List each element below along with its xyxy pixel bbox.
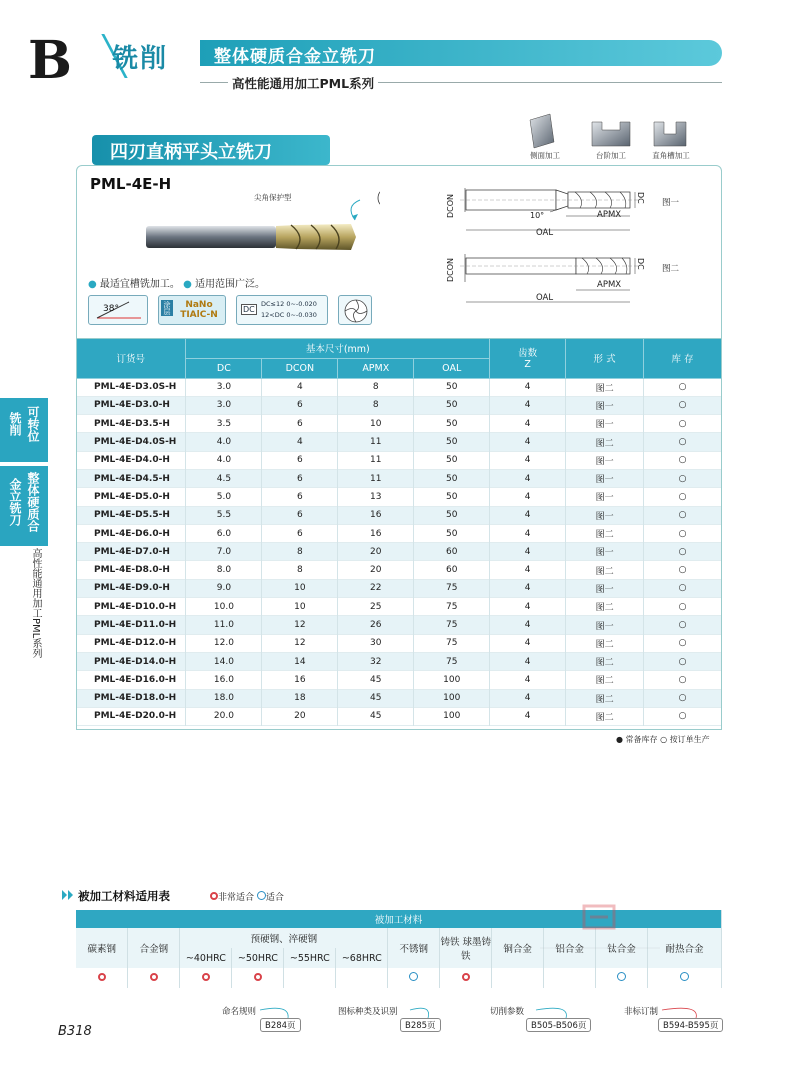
cell-dc: 4.0 bbox=[186, 433, 262, 451]
cell-form: 图二 bbox=[566, 634, 644, 652]
cell-stock: ○ bbox=[644, 524, 722, 542]
suitable-icon bbox=[409, 972, 418, 981]
cell-form: 图一 bbox=[566, 616, 644, 634]
cell-dcon: 16 bbox=[262, 671, 338, 689]
cell-stock: ○ bbox=[644, 561, 722, 579]
cell-code: PML-4E-D4.0S-H bbox=[76, 433, 186, 451]
cell-dcon: 6 bbox=[262, 469, 338, 487]
cell-oal: 75 bbox=[414, 616, 490, 634]
ref-naming[interactable]: 命名规则 bbox=[222, 1007, 257, 1017]
tolerance-badge bbox=[236, 295, 328, 325]
spec-table-body bbox=[76, 378, 722, 726]
cell-z: 4 bbox=[490, 524, 566, 542]
cell-form: 图一 bbox=[566, 396, 644, 414]
cell-stock: ○ bbox=[644, 689, 722, 707]
cell-dc: 16.0 bbox=[186, 671, 262, 689]
table-row bbox=[76, 634, 722, 652]
mat-cast: 铸铁 球墨铸铁 bbox=[440, 928, 492, 968]
cell-form: 图二 bbox=[566, 689, 644, 707]
cell-z: 4 bbox=[490, 634, 566, 652]
cell-stock: ○ bbox=[644, 451, 722, 469]
cell-stock: ○ bbox=[644, 415, 722, 433]
apmx-label-1: APMX bbox=[597, 210, 622, 220]
table-row bbox=[76, 561, 722, 579]
corner-protect-label: 尖角保护型 bbox=[254, 193, 292, 202]
coating-badge bbox=[158, 295, 226, 325]
cell-dc: 3.5 bbox=[186, 415, 262, 433]
oal-label-1: OAL bbox=[536, 228, 554, 238]
cell-form: 图一 bbox=[566, 469, 644, 487]
cell-apmx: 32 bbox=[338, 652, 414, 670]
flute-count-badge bbox=[338, 295, 372, 325]
cell-z: 4 bbox=[490, 689, 566, 707]
process-icons bbox=[520, 112, 720, 162]
cell-apmx: 10 bbox=[338, 415, 414, 433]
helix-angle-badge bbox=[88, 295, 148, 325]
col-teeth-z: Z bbox=[524, 359, 531, 371]
very-suitable-icon bbox=[462, 973, 470, 981]
col-basic: 基本尺寸(mm) bbox=[186, 338, 490, 358]
helix-angle-icon bbox=[89, 296, 149, 326]
mat-alloy: 合金钢 bbox=[128, 928, 180, 968]
bullet-dot-icon: ● bbox=[88, 279, 97, 290]
end-mill-illustration bbox=[146, 222, 366, 252]
double-arrow-icon bbox=[62, 889, 76, 901]
header-subtitle: 高性能通用加工PML系列 bbox=[228, 74, 378, 92]
ref-custom[interactable]: 非标订制 bbox=[624, 1007, 659, 1017]
cell-stock: ○ bbox=[644, 707, 722, 725]
cell-code: PML-4E-D5.5-H bbox=[76, 506, 186, 524]
tolerance-symbol: DC bbox=[243, 305, 255, 314]
cell-z: 4 bbox=[490, 543, 566, 561]
table-row bbox=[76, 543, 722, 561]
ref-cutting[interactable]: 切削参数 bbox=[490, 1007, 525, 1017]
mat-mark-cell bbox=[76, 968, 128, 988]
cell-apmx: 25 bbox=[338, 598, 414, 616]
very-suitable-icon bbox=[210, 892, 218, 900]
cell-form: 图一 bbox=[566, 579, 644, 597]
watermark-logo-icon bbox=[540, 904, 660, 964]
suitable-icon bbox=[617, 972, 626, 981]
very-suitable-icon bbox=[202, 973, 210, 981]
tolerance-line-1: DC≤12 0~-0.020 bbox=[261, 300, 317, 308]
cell-apmx: 11 bbox=[338, 469, 414, 487]
cell-code: PML-4E-D18.0-H bbox=[76, 689, 186, 707]
side-tab-indexable-b: 可转位 bbox=[26, 406, 40, 442]
materials-header: 被加工材料 bbox=[76, 910, 722, 928]
col-teeth bbox=[490, 338, 566, 378]
cell-oal: 50 bbox=[414, 469, 490, 487]
dc-label-2: DC bbox=[636, 258, 645, 270]
mat-mark-cell bbox=[336, 968, 388, 988]
cell-z: 4 bbox=[490, 652, 566, 670]
feature-badges bbox=[88, 295, 378, 327]
cell-oal: 60 bbox=[414, 561, 490, 579]
product-heading: 四刃直柄平头立铣刀 bbox=[110, 142, 272, 163]
table-row bbox=[76, 488, 722, 506]
spec-table bbox=[76, 338, 722, 726]
cell-code: PML-4E-D5.0-H bbox=[76, 488, 186, 506]
oal-label-2: OAL bbox=[536, 293, 554, 303]
cell-dc: 12.0 bbox=[186, 634, 262, 652]
cell-dcon: 6 bbox=[262, 488, 338, 506]
cell-apmx: 11 bbox=[338, 433, 414, 451]
mat-mark-cell bbox=[232, 968, 284, 988]
cell-code: PML-4E-D3.5-H bbox=[76, 415, 186, 433]
cell-dc: 5.5 bbox=[186, 506, 262, 524]
col-code: 订货号 bbox=[76, 338, 186, 378]
cell-oal: 50 bbox=[414, 524, 490, 542]
dcon-label-2: DCON bbox=[446, 258, 455, 283]
materials-legend bbox=[210, 890, 284, 903]
table-row bbox=[76, 616, 722, 634]
cell-code: PML-4E-D7.0-H bbox=[76, 543, 186, 561]
reference-links bbox=[200, 1002, 740, 1042]
mat-copper: 铜合金 bbox=[492, 928, 544, 968]
cell-apmx: 8 bbox=[338, 396, 414, 414]
hrc-68: ~68HRC bbox=[336, 948, 388, 968]
coating-name: NaNo TIAlC-N bbox=[180, 300, 218, 320]
suitable-icon bbox=[680, 972, 689, 981]
cell-apmx: 16 bbox=[338, 524, 414, 542]
stock-legend: ● 常备库存 ○ 按订单生产 bbox=[616, 735, 710, 744]
col-teeth-label: 齿数 bbox=[518, 348, 538, 360]
very-suitable-icon bbox=[150, 973, 158, 981]
cell-oal: 100 bbox=[414, 671, 490, 689]
cell-dcon: 6 bbox=[262, 415, 338, 433]
cell-z: 4 bbox=[490, 378, 566, 396]
cell-form: 图二 bbox=[566, 378, 644, 396]
cell-dc: 7.0 bbox=[186, 543, 262, 561]
cell-dc: 20.0 bbox=[186, 707, 262, 725]
mat-carbon: 碳素钢 bbox=[76, 928, 128, 968]
mat-mark-cell bbox=[648, 968, 722, 988]
mat-titanium: 钛合金 bbox=[596, 928, 648, 968]
ref-cutting-page[interactable]: B505-B506页 bbox=[526, 1018, 591, 1032]
table-row bbox=[76, 671, 722, 689]
mat-heat-resist: 耐热合金 bbox=[648, 928, 722, 968]
cell-dcon: 10 bbox=[262, 579, 338, 597]
bullet-2: 适用范围广泛。 bbox=[195, 279, 266, 290]
cell-oal: 50 bbox=[414, 488, 490, 506]
header-title: 整体硬质合金立铣刀 bbox=[214, 47, 376, 67]
mat-mark-cell bbox=[128, 968, 180, 988]
cell-z: 4 bbox=[490, 707, 566, 725]
cell-dcon: 8 bbox=[262, 543, 338, 561]
very-suitable-icon bbox=[98, 973, 106, 981]
cell-stock: ○ bbox=[644, 396, 722, 414]
cell-code: PML-4E-D9.0-H bbox=[76, 579, 186, 597]
cell-z: 4 bbox=[490, 579, 566, 597]
col-oal: OAL bbox=[414, 358, 490, 378]
cell-dc: 4.0 bbox=[186, 451, 262, 469]
cell-code: PML-4E-D3.0-H bbox=[76, 396, 186, 414]
cell-apmx: 20 bbox=[338, 543, 414, 561]
table-row bbox=[76, 396, 722, 414]
mat-mark-cell bbox=[544, 968, 596, 988]
cell-z: 4 bbox=[490, 598, 566, 616]
cell-apmx: 20 bbox=[338, 561, 414, 579]
process-step: 台阶加工 bbox=[596, 151, 626, 160]
cell-dcon: 10 bbox=[262, 598, 338, 616]
coating-side-label: 涂层 bbox=[163, 301, 171, 315]
hrc-40: ~40HRC bbox=[180, 948, 232, 968]
cell-dcon: 18 bbox=[262, 689, 338, 707]
cell-dcon: 12 bbox=[262, 616, 338, 634]
cell-apmx: 16 bbox=[338, 506, 414, 524]
fig2-label: 图二 bbox=[662, 264, 680, 274]
cell-oal: 50 bbox=[414, 433, 490, 451]
dcon-label-1: DCON bbox=[446, 194, 455, 219]
cell-code: PML-4E-D20.0-H bbox=[76, 707, 186, 725]
ref-custom-page[interactable]: B594-B595页 bbox=[658, 1018, 723, 1032]
cell-form: 图一 bbox=[566, 488, 644, 506]
mat-stainless: 不锈钢 bbox=[388, 928, 440, 968]
cell-dcon: 6 bbox=[262, 506, 338, 524]
mat-hardened: 预硬钢、淬硬钢 bbox=[180, 928, 388, 948]
table-row bbox=[76, 433, 722, 451]
apmx-label-2: APMX bbox=[597, 280, 622, 290]
bullet-1: 最适宜槽铣加工。 bbox=[99, 279, 180, 290]
cell-code: PML-4E-D10.0-H bbox=[76, 598, 186, 616]
cell-form: 图二 bbox=[566, 524, 644, 542]
cell-oal: 75 bbox=[414, 634, 490, 652]
cell-dcon: 4 bbox=[262, 433, 338, 451]
cell-form: 图二 bbox=[566, 598, 644, 616]
cell-apmx: 8 bbox=[338, 378, 414, 396]
angle-label: 10° bbox=[530, 211, 545, 220]
dc-label-1: DC bbox=[636, 192, 645, 204]
cell-oal: 75 bbox=[414, 652, 490, 670]
cell-dcon: 8 bbox=[262, 561, 338, 579]
cell-z: 4 bbox=[490, 561, 566, 579]
cell-z: 4 bbox=[490, 415, 566, 433]
cell-code: PML-4E-D11.0-H bbox=[76, 616, 186, 634]
cell-dcon: 6 bbox=[262, 524, 338, 542]
cell-oal: 75 bbox=[414, 579, 490, 597]
section-letter: B bbox=[28, 30, 72, 91]
materials-title: 被加工材料适用表 bbox=[78, 889, 170, 903]
table-row bbox=[76, 524, 722, 542]
table-row bbox=[76, 707, 722, 725]
cell-z: 4 bbox=[490, 616, 566, 634]
cell-oal: 60 bbox=[414, 543, 490, 561]
ref-icons-page[interactable]: B285页 bbox=[400, 1018, 441, 1032]
legend-red-label: 非常适合 bbox=[218, 893, 255, 903]
cell-code: PML-4E-D4.0-H bbox=[76, 451, 186, 469]
cell-form: 图二 bbox=[566, 652, 644, 670]
cell-dc: 3.0 bbox=[186, 396, 262, 414]
very-suitable-icon bbox=[254, 973, 262, 981]
side-tab-solid-a: 整体硬质合 bbox=[26, 472, 40, 532]
side-tab-solid-b: 金立铣刀 bbox=[8, 478, 22, 526]
cell-dcon: 6 bbox=[262, 451, 338, 469]
cell-z: 4 bbox=[490, 488, 566, 506]
mat-mark-cell bbox=[492, 968, 544, 988]
cell-form: 图一 bbox=[566, 543, 644, 561]
mat-mark-cell bbox=[284, 968, 336, 988]
header-category: 铣削 bbox=[112, 44, 169, 74]
cell-z: 4 bbox=[490, 396, 566, 414]
cell-dc: 18.0 bbox=[186, 689, 262, 707]
cell-code: PML-4E-D8.0-H bbox=[76, 561, 186, 579]
table-row bbox=[76, 689, 722, 707]
cell-stock: ○ bbox=[644, 543, 722, 561]
mat-mark-cell bbox=[440, 968, 492, 988]
cell-z: 4 bbox=[490, 433, 566, 451]
side-tab-indexable-a: 铣削 bbox=[8, 412, 22, 436]
col-dc: DC bbox=[186, 358, 262, 378]
cell-stock: ○ bbox=[644, 488, 722, 506]
tolerance-line-2: 12<DC 0~-0.030 bbox=[261, 311, 317, 319]
cell-dc: 4.5 bbox=[186, 469, 262, 487]
cell-oal: 50 bbox=[414, 415, 490, 433]
cell-oal: 50 bbox=[414, 378, 490, 396]
cell-z: 4 bbox=[490, 469, 566, 487]
cell-form: 图一 bbox=[566, 415, 644, 433]
feature-bullets bbox=[88, 275, 265, 290]
cell-stock: ○ bbox=[644, 378, 722, 396]
process-slot: 直角槽加工 bbox=[652, 151, 690, 160]
cell-code: PML-4E-D4.5-H bbox=[76, 469, 186, 487]
table-row bbox=[76, 598, 722, 616]
cell-oal: 100 bbox=[414, 707, 490, 725]
cell-stock: ○ bbox=[644, 616, 722, 634]
cell-dc: 5.0 bbox=[186, 488, 262, 506]
product-code: PML-4E-H bbox=[90, 175, 172, 193]
ref-naming-page[interactable]: B284页 bbox=[260, 1018, 301, 1032]
cell-apmx: 45 bbox=[338, 689, 414, 707]
cell-form: 图二 bbox=[566, 561, 644, 579]
table-row bbox=[76, 415, 722, 433]
cell-dcon: 14 bbox=[262, 652, 338, 670]
cell-form: 图二 bbox=[566, 707, 644, 725]
side-tab-indexable[interactable] bbox=[0, 398, 48, 462]
cell-z: 4 bbox=[490, 451, 566, 469]
table-row bbox=[76, 378, 722, 396]
cell-apmx: 22 bbox=[338, 579, 414, 597]
cell-oal: 75 bbox=[414, 598, 490, 616]
table-row bbox=[76, 506, 722, 524]
cell-apmx: 26 bbox=[338, 616, 414, 634]
mat-mark-cell bbox=[596, 968, 648, 988]
col-dcon: DCON bbox=[262, 358, 338, 378]
cell-apmx: 30 bbox=[338, 634, 414, 652]
cell-stock: ○ bbox=[644, 652, 722, 670]
table-row bbox=[76, 652, 722, 670]
cell-code: PML-4E-D14.0-H bbox=[76, 652, 186, 670]
table-row bbox=[76, 579, 722, 597]
helix-angle: 38° bbox=[103, 304, 119, 314]
cell-dc: 10.0 bbox=[186, 598, 262, 616]
cell-stock: ○ bbox=[644, 433, 722, 451]
ref-icons[interactable]: 图标种类及识别 bbox=[338, 1007, 398, 1017]
cell-dc: 8.0 bbox=[186, 561, 262, 579]
cell-stock: ○ bbox=[644, 634, 722, 652]
materials-marks-row bbox=[76, 968, 722, 988]
table-row bbox=[76, 451, 722, 469]
cell-z: 4 bbox=[490, 671, 566, 689]
page-number: B318 bbox=[58, 1024, 92, 1039]
cell-dcon: 6 bbox=[262, 396, 338, 414]
cell-dc: 9.0 bbox=[186, 579, 262, 597]
cell-stock: ○ bbox=[644, 671, 722, 689]
cell-oal: 50 bbox=[414, 506, 490, 524]
side-series-label: 高性能通用加工PML系列 bbox=[30, 548, 41, 659]
mat-aluminum: 铝合金 bbox=[544, 928, 596, 968]
cell-form: 图二 bbox=[566, 433, 644, 451]
cell-apmx: 45 bbox=[338, 707, 414, 725]
col-stock: 库 存 bbox=[644, 338, 722, 378]
hrc-55: ~55HRC bbox=[284, 948, 336, 968]
cell-code: PML-4E-D3.0S-H bbox=[76, 378, 186, 396]
bullet-dot-icon: ● bbox=[183, 279, 192, 290]
col-form: 形 式 bbox=[566, 338, 644, 378]
cell-stock: ○ bbox=[644, 579, 722, 597]
cell-oal: 50 bbox=[414, 396, 490, 414]
cell-stock: ○ bbox=[644, 506, 722, 524]
cell-code: PML-4E-D16.0-H bbox=[76, 671, 186, 689]
cell-form: 图一 bbox=[566, 451, 644, 469]
cell-apmx: 13 bbox=[338, 488, 414, 506]
cell-apmx: 45 bbox=[338, 671, 414, 689]
side-tab-solid-carbide[interactable] bbox=[0, 466, 48, 546]
legend-blue-label: 适合 bbox=[265, 893, 284, 903]
cell-stock: ○ bbox=[644, 469, 722, 487]
cell-form: 图二 bbox=[566, 671, 644, 689]
cell-dc: 3.0 bbox=[186, 378, 262, 396]
cell-oal: 100 bbox=[414, 689, 490, 707]
cell-z: 4 bbox=[490, 506, 566, 524]
cell-dc: 14.0 bbox=[186, 652, 262, 670]
cell-stock: ○ bbox=[644, 598, 722, 616]
col-apmx: APMX bbox=[338, 358, 414, 378]
fig1-label: 图一 bbox=[662, 198, 680, 208]
mat-mark-cell bbox=[388, 968, 440, 988]
cell-dc: 11.0 bbox=[186, 616, 262, 634]
cell-code: PML-4E-D6.0-H bbox=[76, 524, 186, 542]
table-row bbox=[76, 469, 722, 487]
suitable-icon bbox=[257, 891, 266, 900]
cell-code: PML-4E-D12.0-H bbox=[76, 634, 186, 652]
hrc-50: ~50HRC bbox=[232, 948, 284, 968]
cell-dcon: 4 bbox=[262, 378, 338, 396]
cell-dc: 6.0 bbox=[186, 524, 262, 542]
cell-dcon: 12 bbox=[262, 634, 338, 652]
mat-mark-cell bbox=[180, 968, 232, 988]
cell-apmx: 11 bbox=[338, 451, 414, 469]
cell-oal: 50 bbox=[414, 451, 490, 469]
cell-form: 图一 bbox=[566, 506, 644, 524]
process-shapes-icon bbox=[520, 112, 720, 152]
process-side: 侧面加工 bbox=[530, 151, 560, 160]
cell-dcon: 20 bbox=[262, 707, 338, 725]
four-flute-icon bbox=[339, 296, 373, 326]
